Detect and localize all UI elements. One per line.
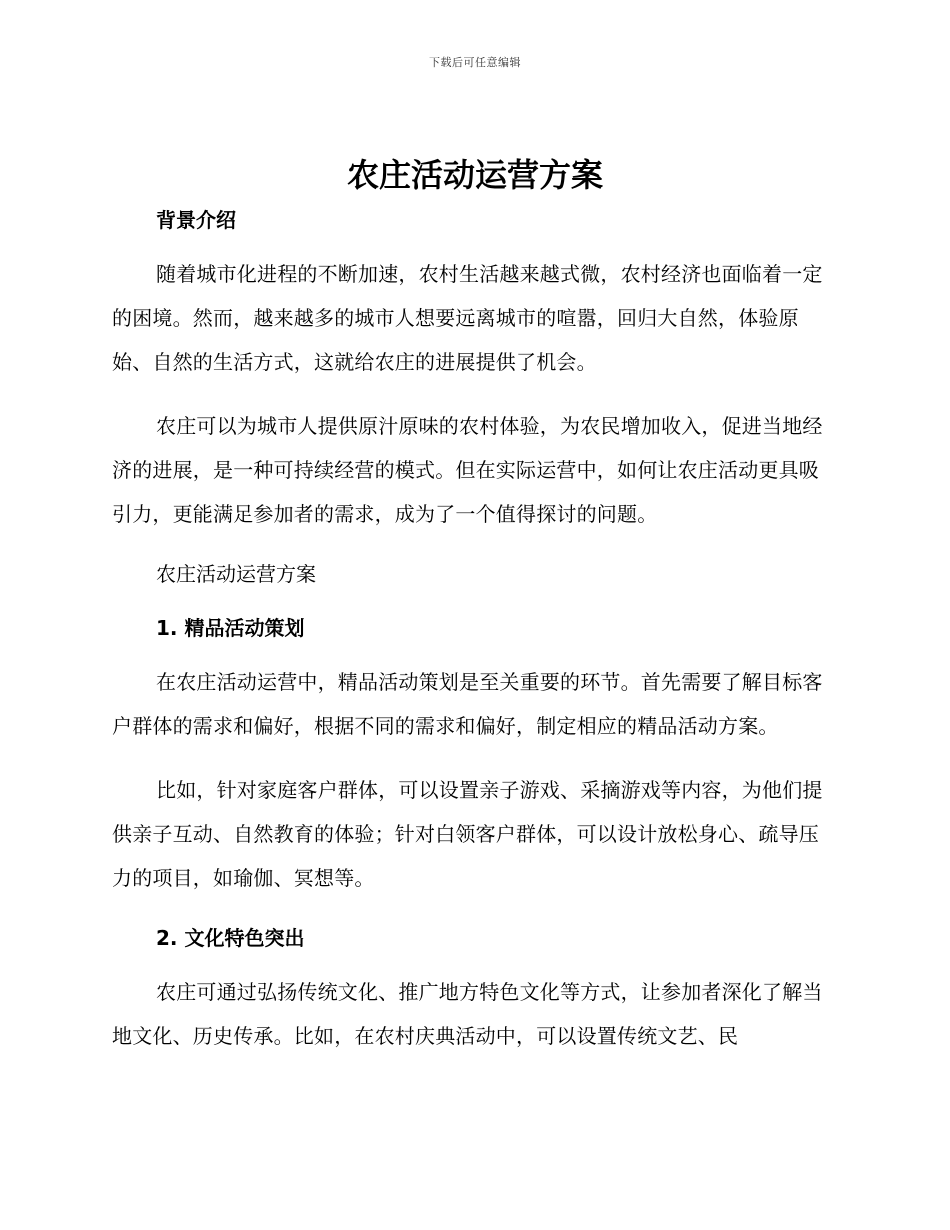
background-paragraph-2: 农庄可以为城市人提供原汁原味的农村体验，为农民增加收入，促进当地经济的进展，是一种可持续经营的模式。但在实际运营中，如何让农庄活动更具吸引力，更能满足参加者的需求，成为了一个值得探讨的问题。 xyxy=(112,414,823,526)
background-heading: 背景介绍 xyxy=(156,208,236,232)
item2-paragraph-1: 农庄可通过弘扬传统文化、推广地方特色文化等方式，让参加者深化了解当地文化、历史传承。比如，在农村庆典活动中，可以设置传统文艺、民 xyxy=(112,980,823,1048)
item1-heading: 1. 精品活动策划 xyxy=(156,616,305,640)
document-title: 农庄活动运营方案 xyxy=(346,156,603,194)
spacer xyxy=(112,536,836,558)
spacer xyxy=(112,236,836,252)
background-paragraph-1: 随着城市化进程的不断加速，农村生活越来越式微，农村经济也面临着一定的困境。然而，越来越多的城市人想要远离城市的喧嚣，回归大自然，体验原始、自然的生活方式，这就给农庄的进展提供了机会。 xyxy=(112,262,823,374)
item2-heading: 2. 文化特色突出 xyxy=(156,926,305,950)
spacer xyxy=(112,384,836,404)
spacer xyxy=(112,748,836,768)
spacer xyxy=(112,644,836,660)
document-body xyxy=(112,204,836,1058)
plan-heading: 农庄活动运营方案 xyxy=(156,562,316,586)
header-note: 下载后可任意编辑 xyxy=(429,56,521,69)
item1-paragraph-1: 在农庄活动运营中，精品活动策划是至关重要的环节。首先需要了解目标客户群体的需求和偏好，根据不同的需求和偏好，制定相应的精品活动方案。 xyxy=(112,670,823,738)
spacer xyxy=(112,590,836,612)
item1-paragraph-2: 比如，针对家庭客户群体，可以设置亲子游戏、采摘游戏等内容，为他们提供亲子互动、自然教育的体验；针对白领客户群体，可以设计放松身心、疏导压力的项目，如瑜伽、冥想等。 xyxy=(112,778,823,890)
spacer xyxy=(112,900,836,922)
spacer xyxy=(112,954,836,970)
